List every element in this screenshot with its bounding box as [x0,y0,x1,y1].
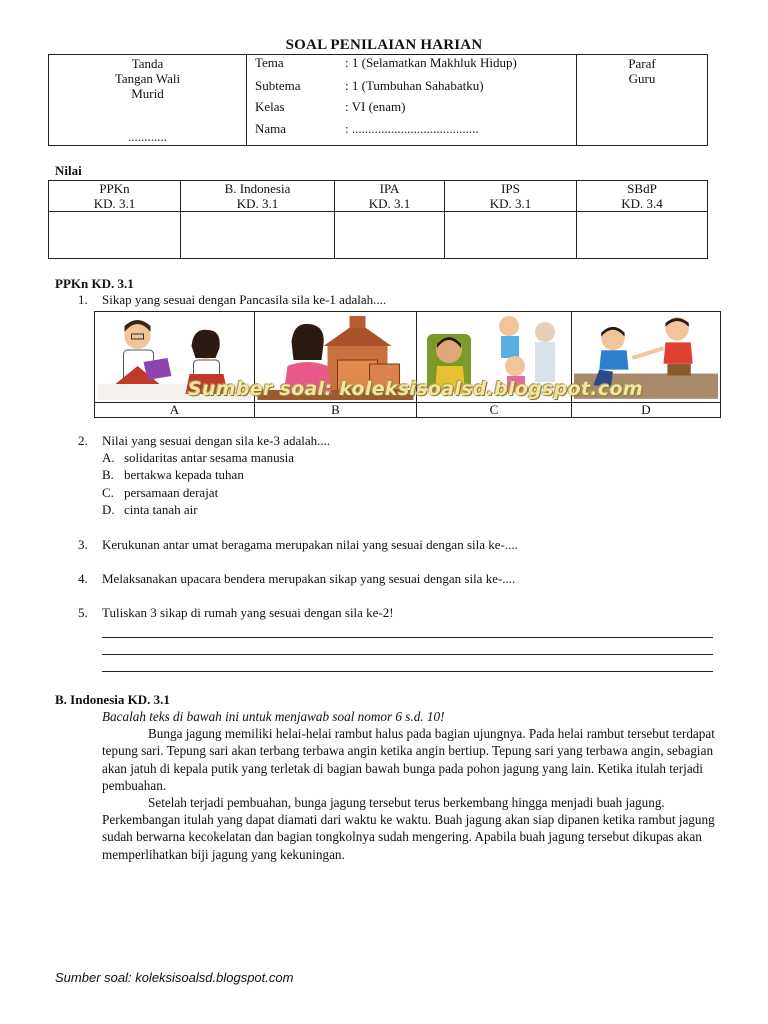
score-header [335,181,445,212]
signature-dots: ............ [128,129,167,144]
watermark: Sumber soal: koleksisoalsd.blogspot.com [188,378,643,400]
question-text: Tuliskan 3 sikap di rumah yang sesuai dengan sila ke-2! [102,605,394,620]
option-text: persamaan derajat [124,485,219,500]
question-5 [78,605,394,621]
subject-kd: KD. 3.1 [489,196,532,211]
picture-label: B [255,403,417,418]
question-2 [78,433,330,449]
option-key: A. [102,450,115,465]
score-label: Nilai [55,163,82,178]
signature-label-line: Tangan Wali [114,71,181,86]
info-label: Kelas [255,99,285,114]
info-row-nama [255,121,576,143]
question-1 [78,292,386,308]
question-text: Melaksanakan upacara bendera merupakan sikap yang sesuai dengan sila ke-.... [102,571,516,586]
score-header [181,181,335,212]
answer-line [102,654,713,655]
question-3 [78,537,518,553]
info-label: Subtema [255,78,301,93]
question-number: 2. [78,433,88,448]
paragraph-2: Setelah terjadi pembuahan, bunga jagung tersebut terus berkembang hingga menjadi buah jagung. Perkembangan itulah yang dapat diamati dari waktu ke waktu. Buah jagung akan siap dipanen ketika rambut jagung sudah berwarna kecokelatan dan bagian tongkolnya sudah mengering. Apabila buah jagung tersebut dikupas akan memperlihatkan biji jagung yang kekuningan. [102,795,715,862]
paraf-label-line: Paraf [628,56,656,71]
picture-label: C [417,403,572,418]
score-cell [181,212,335,259]
subject-name: B. Indonesia [224,181,291,196]
option-key: D. [102,502,115,517]
signature-label-line: Tanda [131,56,164,71]
info-row-kelas [255,99,576,121]
picture-label: D [572,403,721,418]
reading-passage [102,708,716,863]
info-value: : 1 (Selamatkan Makhluk Hidup) [345,55,517,70]
subject-kd: KD. 3.1 [93,196,136,211]
question-text: Nilai yang sesuai dengan sila ke-3 adalah.... [102,433,331,448]
score-table [48,180,708,259]
score-cell [577,212,708,259]
score-header [445,181,577,212]
section-heading-bindo: B. Indonesia KD. 3.1 [55,692,170,707]
section-heading-ppkn: PPKn KD. 3.1 [55,276,134,291]
question-text: Sikap yang sesuai dengan Pancasila sila ke-1 adalah.... [102,292,387,307]
subject-kd: KD. 3.1 [236,196,279,211]
question-number: 1. [78,292,88,307]
parent-signature-cell [49,55,247,146]
option-a [102,450,294,466]
subject-kd: KD. 3.4 [621,196,663,211]
option-d [102,502,198,518]
picture-options-table [94,311,721,418]
question-4 [78,571,515,587]
info-cell [247,55,577,146]
option-c [102,485,218,501]
info-label: Nama [255,121,287,136]
option-key: B. [102,467,114,482]
question-text: Kerukunan antar umat beragama merupakan nilai yang sesuai dengan sila ke-.... [102,537,518,552]
score-header [49,181,181,212]
info-label: Tema [255,55,284,70]
option-b [102,467,244,483]
subject-name: IPS [501,181,520,196]
score-header [577,181,708,212]
question-number: 3. [78,537,88,552]
score-cell [445,212,577,259]
page-title: SOAL PENILAIAN HARIAN [285,37,483,53]
answer-line [102,671,713,672]
score-cell [335,212,445,259]
info-value: : 1 (Tumbuhan Sahabatku) [345,78,484,93]
answer-line [102,637,713,638]
source-footer: Sumber soal: koleksisoalsd.blogspot.com [55,970,294,985]
info-row-subtema [255,77,576,99]
subject-kd: KD. 3.1 [368,196,411,211]
info-row-tema [255,55,576,77]
question-number: 4. [78,571,88,586]
option-text: cinta tanah air [124,502,198,517]
header-table [48,54,708,146]
subject-name: SBdP [627,181,657,196]
subject-name: IPA [379,181,400,196]
picture-label: A [95,403,255,418]
question-number: 5. [78,605,88,620]
instruction: Bacalah teks di bawah ini untuk menjawab soal nomor 6 s.d. 10! [102,709,445,724]
subject-name: PPKn [99,181,130,196]
option-text: bertakwa kepada tuhan [124,467,244,482]
info-value: : VI (enam) [345,99,406,114]
teacher-initial-cell [577,55,708,146]
name-field: : ....................................... [345,121,479,136]
score-cell [49,212,181,259]
paraf-label-line: Guru [628,71,656,86]
paragraph-1: Bunga jagung memiliki helai-helai rambut halus pada bagian ujungnya. Pada helai rambut tersebut terdapat tepung sari. Tepung sari akan terbang terbawa angin ketika angin bertiup. Tepung sari yang terbawa angin, sebagian akan jatuh di kepala putik yang terletak di bagian bawah bunga pada pohon jagung yang lain. Ketika itulah terjadi pembuahan. [102,726,715,793]
signature-label-line: Murid [131,86,164,101]
option-key: C. [102,485,114,500]
option-text: solidaritas antar sesama manusia [124,450,295,465]
